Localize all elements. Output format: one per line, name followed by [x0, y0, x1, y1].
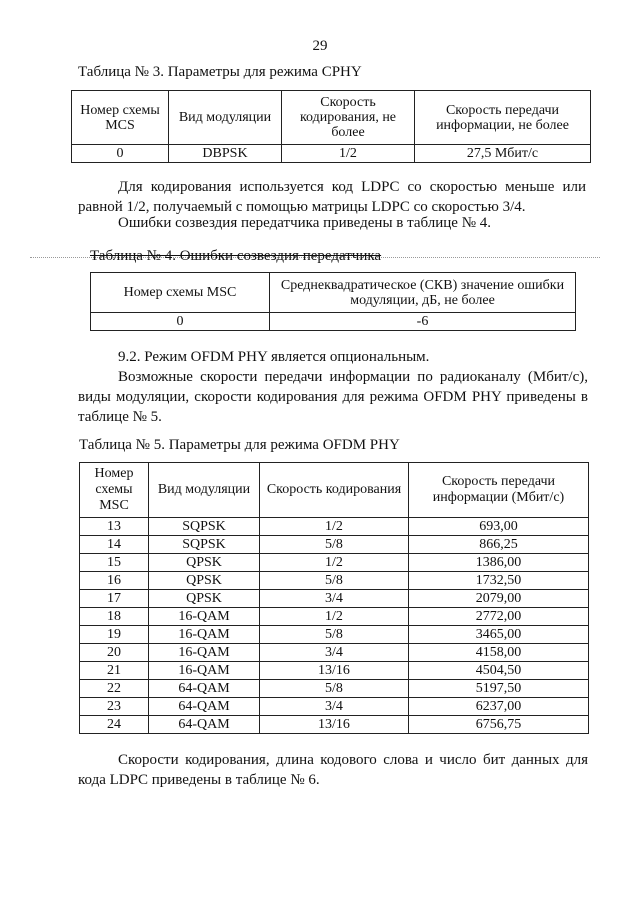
- table5-cell: 14: [80, 536, 149, 554]
- table5-cell: 6237,00: [409, 698, 589, 716]
- table5-cell: 16-QAM: [149, 662, 260, 680]
- table5-cell: 16-QAM: [149, 608, 260, 626]
- table4-header-msc: Номер схемы MSC: [91, 273, 270, 313]
- paragraph-ldpc-table6-ref: Скорости кодирования, длина кодового слова и число бит данных для кода LDPC приведены в таблице № 6.: [78, 752, 588, 788]
- table5-cell: 15: [80, 554, 149, 572]
- table-row: [80, 608, 589, 626]
- table-row: [80, 644, 589, 662]
- table5-cell: 19: [80, 626, 149, 644]
- table4-caption: Таблица № 4. Ошибки созвездия передатчика: [90, 248, 382, 264]
- table-row: [91, 313, 576, 331]
- table5-cell: 4158,00: [409, 644, 589, 662]
- table5-cell: 2772,00: [409, 608, 589, 626]
- table3-cell: 1/2: [282, 145, 415, 163]
- paragraph-ofdm-rates: Возможные скорости передачи информации по радиоканалу (Мбит/с), виды модуляции, скорости кодирования для режима OFDM PHY приведены в таблице № 5.: [78, 369, 588, 425]
- table5-header-coding-rate: Скорость кодирования: [260, 463, 409, 518]
- table5-cell: 3/4: [260, 644, 409, 662]
- table5-cell: 3/4: [260, 698, 409, 716]
- table3-cell: 27,5 Мбит/с: [415, 145, 591, 163]
- table5-cell: 4504,50: [409, 662, 589, 680]
- table5-cell: 20: [80, 644, 149, 662]
- table5-cell: 16: [80, 572, 149, 590]
- table5-cell: 21: [80, 662, 149, 680]
- table3-caption: Таблица № 3. Параметры для режима CPHY: [78, 64, 362, 80]
- table5-cell: QPSK: [149, 572, 260, 590]
- table5-caption: Таблица № 5. Параметры для режима OFDM PHY: [79, 437, 400, 453]
- table5-cell: 64-QAM: [149, 698, 260, 716]
- table5-cell: 24: [80, 716, 149, 734]
- table3-cell: 0: [72, 145, 169, 163]
- table3: [71, 90, 591, 163]
- table5-cell: 5/8: [260, 626, 409, 644]
- table5-cell: 1386,00: [409, 554, 589, 572]
- table5-cell: 16-QAM: [149, 644, 260, 662]
- table5-cell: 13/16: [260, 662, 409, 680]
- table5-cell: 1/2: [260, 554, 409, 572]
- table5-cell: 5197,50: [409, 680, 589, 698]
- table5-cell: 23: [80, 698, 149, 716]
- table-row: [80, 590, 589, 608]
- table5-cell: 1/2: [260, 518, 409, 536]
- table-row: [80, 518, 589, 536]
- table5-cell: 1732,50: [409, 572, 589, 590]
- table5-cell: 18: [80, 608, 149, 626]
- table5-cell: 5/8: [260, 572, 409, 590]
- table5-cell: 17: [80, 590, 149, 608]
- table5-cell: 13/16: [260, 716, 409, 734]
- table-row: [72, 145, 591, 163]
- table5-cell: 13: [80, 518, 149, 536]
- table5-cell: 866,25: [409, 536, 589, 554]
- table-row: [80, 554, 589, 572]
- table5-header-modulation: Вид модуляции: [149, 463, 260, 518]
- table5-cell: 64-QAM: [149, 716, 260, 734]
- table3-header-coding-rate: Скорость кодирования, не более: [282, 91, 415, 145]
- table5-cell: 5/8: [260, 536, 409, 554]
- table5-cell: 6756,75: [409, 716, 589, 734]
- paragraph-constellation-ref: Ошибки созвездия передатчика приведены в таблице № 4.: [118, 215, 492, 231]
- table5-cell: 16-QAM: [149, 626, 260, 644]
- table-row: [80, 662, 589, 680]
- table4-cell: -6: [270, 313, 576, 331]
- table3-cell: DBPSK: [169, 145, 282, 163]
- table5-cell: 5/8: [260, 680, 409, 698]
- table5: [79, 462, 589, 734]
- table4-cell: 0: [91, 313, 270, 331]
- table-row: [80, 572, 589, 590]
- table5-cell: 22: [80, 680, 149, 698]
- table5-cell: 693,00: [409, 518, 589, 536]
- table-row: [80, 680, 589, 698]
- table4: [90, 272, 576, 331]
- table-row: [80, 536, 589, 554]
- table5-cell: SQPSK: [149, 518, 260, 536]
- table-row: [80, 716, 589, 734]
- table3-header-modulation: Вид модуляции: [169, 91, 282, 145]
- table5-header-msc: Номер схемы MSC: [80, 463, 149, 518]
- table5-cell: QPSK: [149, 554, 260, 572]
- table-row: [80, 626, 589, 644]
- table5-cell: SQPSK: [149, 536, 260, 554]
- table5-header-data-rate: Скорость передачи информации (Мбит/с): [409, 463, 589, 518]
- table5-cell: 2079,00: [409, 590, 589, 608]
- table5-cell: QPSK: [149, 590, 260, 608]
- table3-header-mcs: Номер схемы MCS: [72, 91, 169, 145]
- table3-header-data-rate: Скорость передачи информации, не более: [415, 91, 591, 145]
- section-9-2-heading: 9.2. Режим OFDM PHY является опциональным.: [118, 349, 430, 365]
- table5-cell: 1/2: [260, 608, 409, 626]
- table-row: [80, 698, 589, 716]
- page-number: 29: [312, 38, 328, 54]
- table5-cell: 3/4: [260, 590, 409, 608]
- table5-cell: 3465,00: [409, 626, 589, 644]
- table4-header-evm: Среднеквадратическое (СКВ) значение ошибки модуляции, дБ, не более: [270, 273, 576, 313]
- paragraph-ldpc: Для кодирования используется код LDPC со скоростью меньше или равной 1/2, получаемый с помощью матрицы LDPC со скоростью 3/4.: [78, 179, 586, 215]
- table5-cell: 64-QAM: [149, 680, 260, 698]
